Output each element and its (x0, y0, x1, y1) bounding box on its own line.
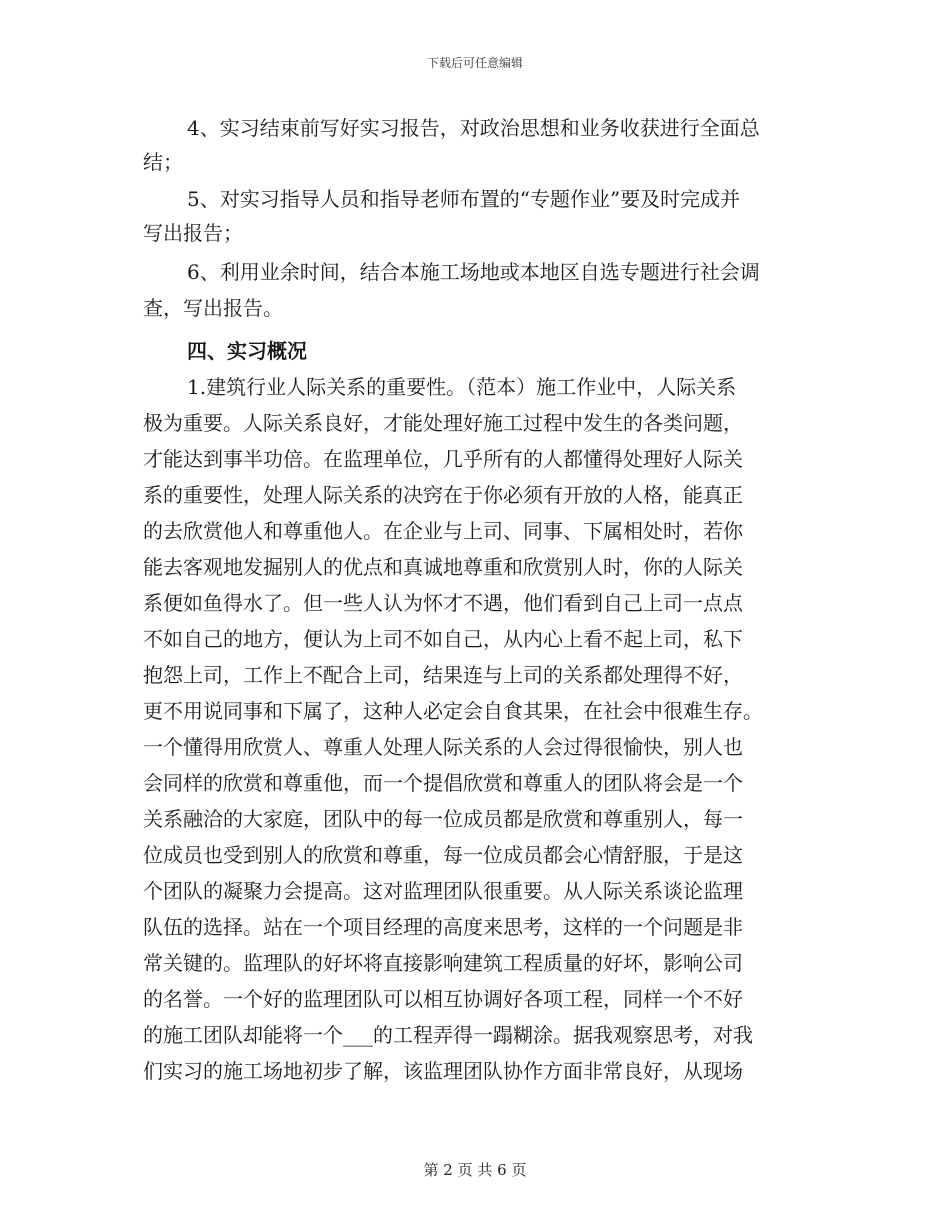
paragraph-line: 5、对实习指导人员和指导老师布置的“专题作业”要及时完成并 (187, 187, 741, 211)
paragraph-line: 写出报告； (143, 221, 243, 245)
paragraph-line: 不如自己的地方，便认为上司不如自己，从内心上看不起上司，私下 (143, 627, 743, 651)
paragraph-line: 个团队的凝聚力会提高。这对监理团队很重要。从人际关系谈论监理 (143, 879, 743, 903)
paragraph-line: 的去欣赏他人和尊重他人。在企业与上司、同事、下属相处时，若你 (143, 519, 743, 543)
paragraph-line: 更不用说同事和下属了，这种人必定会自食其果，在社会中很难生存。 (143, 699, 763, 723)
paragraph-line: 队伍的选择。站在一个项目经理的高度来思考，这样的一个问题是非 (143, 915, 743, 939)
paragraph-line: 会同样的欣赏和尊重他，而一个提倡欣赏和尊重人的团队将会是一个 (143, 771, 743, 795)
paragraph-line: 1.建筑行业人际关系的重要性。（范本）施工作业中，人际关系 (187, 375, 737, 399)
paragraph-line: 系的重要性，处理人际关系的决窍在于你必须有开放的人格，能真正 (143, 483, 743, 507)
paragraph-line: 极为重要。人际关系良好，才能处理好施工过程中发生的各类问题， (143, 411, 743, 435)
page-header: 下载后可任意编辑 (426, 56, 523, 70)
section-heading: 四、实习概况 (187, 339, 307, 363)
paragraph-line: 们实习的施工场地初步了解，该监理团队协作方面非常良好，从现场 (143, 1059, 743, 1083)
paragraph-line: 的名誉。一个好的监理团队可以相互协调好各项工程，同样一个不好 (143, 987, 743, 1011)
page-footer: 第 2 页 共 6 页 (423, 1161, 527, 1179)
paragraph-line: 4、实习结束前写好实习报告，对政治思想和业务收获进行全面总 (187, 116, 760, 140)
paragraph-line: 常关键的。监理队的好坏将直接影响建筑工程质量的好坏，影响公司 (143, 951, 743, 975)
paragraph-line: 关系融洽的大家庭，团队中的每一位成员都是欣赏和尊重别人，每一 (143, 807, 743, 831)
paragraph-line: 能去客观地发掘别人的优点和真诚地尊重和欣赏别人时，你的人际关 (143, 555, 743, 579)
paragraph-line: 查，写出报告。 (143, 296, 283, 320)
paragraph-line: 结； (143, 150, 183, 174)
paragraph-line: 才能达到事半功倍。在监理单位，几乎所有的人都懂得处理好人际关 (143, 447, 743, 471)
paragraph-line: 抱怨上司，工作上不配合上司，结果连与上司的关系都处理得不好， (143, 663, 743, 687)
paragraph-line: 6、利用业余时间，结合本施工场地或本地区自选专题进行社会调 (187, 260, 760, 284)
paragraph-line: 一个懂得用欣赏人、尊重人处理人际关系的人会过得很愉快，别人也 (143, 735, 743, 759)
paragraph-line: 的施工团队却能将一个___的工程弄得一蹋糊涂。据我观察思考，对我 (143, 1023, 753, 1047)
paragraph-line: 位成员也受到别人的欣赏和尊重，每一位成员都会心情舒服，于是这 (143, 843, 743, 867)
paragraph-line: 系便如鱼得水了。但一些人认为怀才不遇，他们看到自己上司一点点 (143, 591, 743, 615)
